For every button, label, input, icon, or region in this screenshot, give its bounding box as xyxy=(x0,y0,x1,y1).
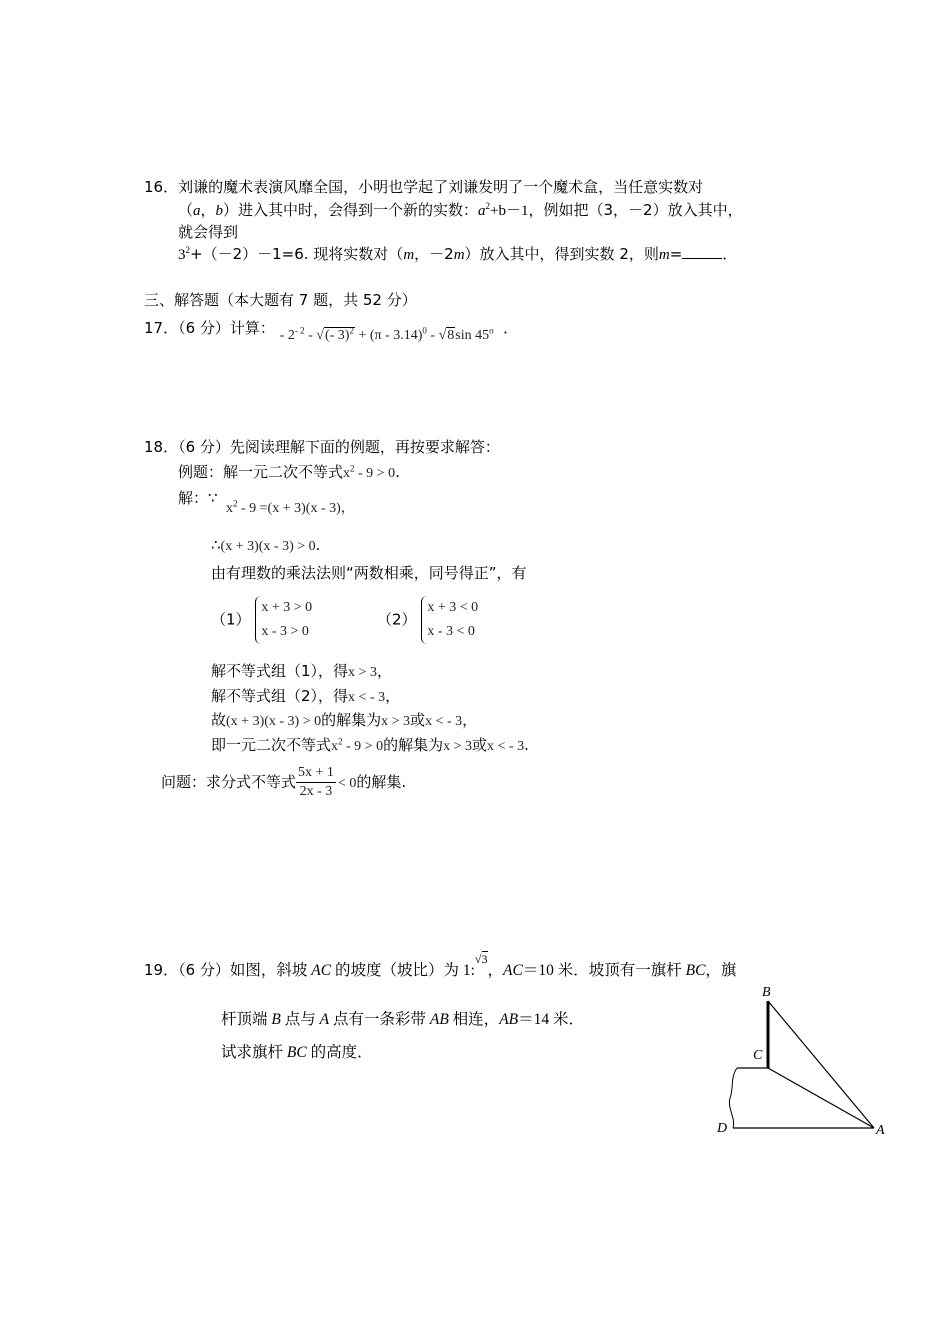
q18-solution-label: 解：∵ xyxy=(178,489,218,507)
therefore-symbol: ∴ xyxy=(211,536,221,554)
q17-radicand: (- 3) xyxy=(324,328,350,343)
q18-system-1 xyxy=(211,596,312,644)
q18-therefore xyxy=(211,535,320,557)
q17-term: - 2 xyxy=(279,328,295,343)
q17-radical xyxy=(324,327,355,343)
q16-text: ， xyxy=(200,201,216,219)
q16-line2 xyxy=(178,200,743,221)
q18-sys2-line2: x - 3 < 0 xyxy=(427,624,475,639)
q17-sup: - 2 xyxy=(294,325,305,336)
q18-problem xyxy=(161,762,406,804)
q19-text: 如图，斜坡 AC 的坡度（坡比）为 1:$^{√3}$，AC＝10 米．坡顶有一旗杆 BC，旗 xyxy=(229,952,737,979)
q16-text: = xyxy=(669,245,683,263)
q16-var-b: b xyxy=(215,203,224,219)
q16-text: （ xyxy=(178,201,194,219)
label-b: B xyxy=(762,985,771,1000)
q16-var-m: m xyxy=(403,247,415,263)
q18-result-4: 即一元二次不等式$x^2 - 9 > 0$的解集为x > 3或x < - 3. xyxy=(211,736,529,754)
q18-text: 问题：求分式不等式 xyxy=(161,773,297,791)
label-a: A xyxy=(876,1123,885,1138)
segment-ba xyxy=(768,1001,874,1128)
q16-var-m: m xyxy=(658,247,670,263)
q16-line4 xyxy=(178,244,737,265)
q18-frac-rest: < 0 xyxy=(337,776,357,791)
q18-fraction xyxy=(296,764,336,801)
q17 xyxy=(144,318,519,343)
q18-sys2-line1: x + 3 < 0 xyxy=(427,600,479,615)
q18-result-2: 解不等式组（2），得x < - 3， xyxy=(211,687,401,705)
q16-sup: 2 xyxy=(185,245,190,255)
q18-sys-label: （2） xyxy=(377,610,417,629)
q16-var-a: a xyxy=(193,203,201,219)
q18-text: 的解集. xyxy=(356,773,407,791)
q19-label: 19．（6 分） xyxy=(144,961,230,979)
q18-system-2 xyxy=(377,596,478,644)
fraction-denominator: 2x - 3 xyxy=(299,784,333,799)
q18-text: . xyxy=(395,463,400,481)
q16-var-m: m xyxy=(453,247,465,263)
q17-term: - xyxy=(304,328,317,343)
q16-line1: 16．刘谦的魔术表演风靡全国，小明也学起了刘谦发明了一个魔术盒，当任意实数对 xyxy=(144,178,704,196)
q17-sup: 2 xyxy=(349,325,354,336)
fraction-numerator: 5x + 1 xyxy=(296,764,336,783)
q16-expr: a xyxy=(478,203,486,219)
label-c: C xyxy=(753,1048,763,1063)
slope-ca xyxy=(768,1068,874,1128)
q19-line1 xyxy=(144,952,737,981)
q17-term: sin 45 xyxy=(455,328,490,343)
break-line xyxy=(729,1068,737,1128)
q18-solution-expr: $x^2 - 9 =(x + 3)(x - 3)$， xyxy=(226,498,355,516)
q17-radical2: 8 xyxy=(447,328,455,343)
q18-label: 18．（6 分）先阅读理解下面的例题，再按要求解答： xyxy=(144,438,500,456)
q18-sys2-brace xyxy=(421,596,478,644)
q19-figure xyxy=(700,980,900,1145)
q16-expr-sup: 2 xyxy=(485,201,491,211)
q19-line2: 杆顶端 B 点与 A 点有一条彩带 AB 相连，AB＝14 米． xyxy=(221,1011,585,1028)
q18-therefore-expr: (x + 3)(x - 3) > 0 xyxy=(220,539,316,554)
q16-text: +（－2）－1=6. 现将实数对（ xyxy=(190,245,404,263)
q16-text: ． xyxy=(722,245,738,263)
q16-text: ）放入其中，得到实数 2，则 xyxy=(464,245,659,263)
q16-expr-rest: +b－1 xyxy=(490,203,529,219)
section-heading: 三、解答题（本大题有 7 题，共 52 分） xyxy=(144,291,417,309)
q18-text: 例题：解一元二次不等式 xyxy=(178,463,344,481)
q17-expression: - $2^{- 2}$ - √(- 3)$^2$ + (π - 3.14)$^0$ - √8sin 45$^o$ xyxy=(279,325,494,343)
q18-result-3: 故(x + 3)(x - 3) > 0的解集为x > 3或x < - 3， xyxy=(211,711,478,729)
q18-sys1-line2: x - 3 > 0 xyxy=(261,624,309,639)
q17-label: 17．（6 分）计算： xyxy=(144,319,275,337)
q18-rule: 由有理数的乘法法则“两数相乘，同号得正”，有 xyxy=(211,564,527,582)
q18-result-1: 解不等式组（1），得x > 3， xyxy=(211,662,392,680)
q19-line3: 试求旗杆 BC 的高度． xyxy=(221,1044,373,1061)
q16-text: ，例如把（3，－2）放入其中， xyxy=(528,201,743,219)
q17-end: ． xyxy=(503,319,519,337)
label-d: D xyxy=(717,1121,728,1136)
q18-sys1-brace xyxy=(255,596,312,644)
q18-example xyxy=(178,462,400,484)
q18-text: . xyxy=(315,536,321,554)
q16-text: ）进入其中时，会得到一个新的实数： xyxy=(223,201,479,219)
q17-term: - xyxy=(426,328,439,343)
q18-example-expr: $x^2 - 9 > 0$ xyxy=(343,463,396,481)
answer-blank[interactable] xyxy=(682,244,722,259)
q17-sup: o xyxy=(489,325,494,336)
q18-sys1-line1: x + 3 > 0 xyxy=(261,600,313,615)
q17-term: + (π - 3.14) xyxy=(354,328,423,343)
q18-sys-label: （1） xyxy=(211,610,251,629)
q16-text: ，－2 xyxy=(414,245,454,263)
q16-line3: 就会得到 xyxy=(178,223,239,241)
q17-sup: 0 xyxy=(422,325,427,336)
q16-text: 3 xyxy=(178,247,186,263)
